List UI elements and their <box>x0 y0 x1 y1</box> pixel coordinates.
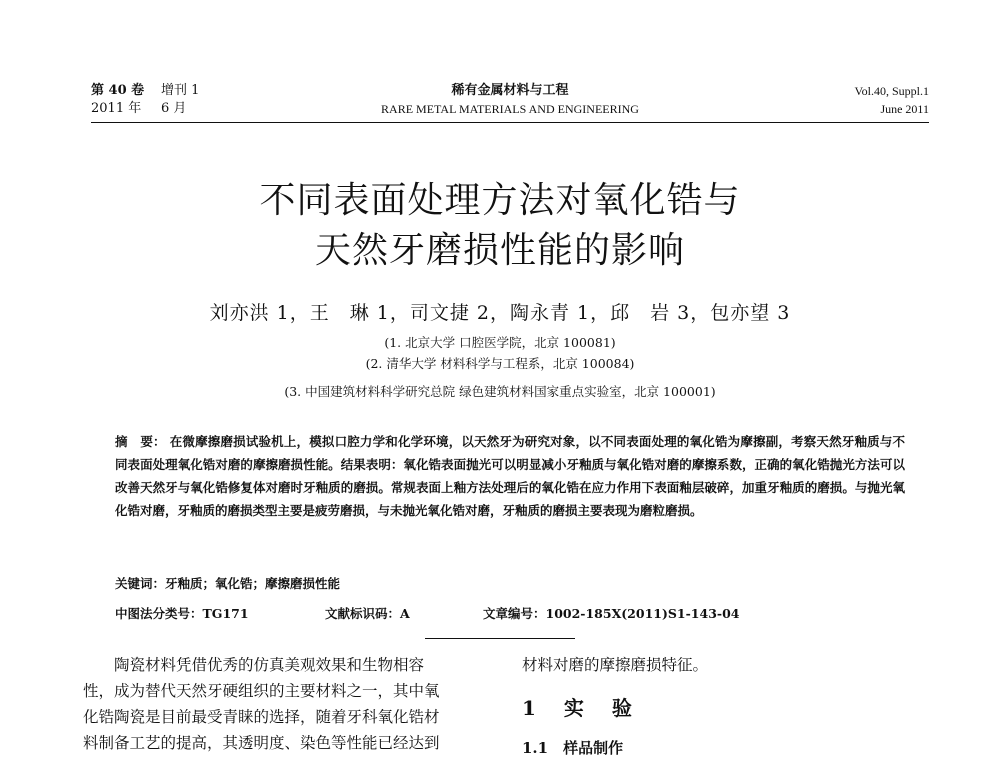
body-line: 材料对磨的摩擦磨损特征。 <box>522 656 709 674</box>
section-heading-1: 1 实 验 <box>522 696 636 720</box>
body-line: 性，成为替代天然牙硬组织的主要材料之一，其中氧 <box>83 682 440 700</box>
body-line: 陶瓷材料凭借优秀的仿真美观效果和生物相容 <box>83 656 425 674</box>
abstract-text: 在微摩擦磨损试验机上，模拟口腔力学和化学环境，以天然牙为研究对象，以不同表面处理的氧化锆为摩擦副，考察天然牙釉质与不同表面处理氧化锆对磨的摩擦磨损性能。结果表明：氧化锆表面抛光可以明显减小牙釉质与氧化锆对磨的摩擦系数，正确的氧化锆抛光方法可以改善天然牙与氧化锆修复体对磨时牙釉质的磨损。常规表面上釉方法处理后的氧化锆在应力作用下表面釉层破碎，加重牙釉质的磨损。与抛光氧化锆对磨，牙釉质的磨损类型主要是疲劳磨损，与未抛光氧化锆对磨，牙釉质的磨损主要表现为磨粒磨损。 <box>115 434 905 518</box>
affiliation-3: (3. 中国建筑材料科学研究总院 绿色建筑材料国家重点实验室，北京 100001) <box>284 384 716 399</box>
subsection-heading-1-1: 1.1 样品制作 <box>522 739 624 757</box>
abstract-label: 摘 要： <box>115 434 166 449</box>
affiliation-2: (2. 清华大学 材料科学与工程系，北京 100084) <box>365 356 635 371</box>
journal-name-en: RARE METAL MATERIALS AND ENGINEERING <box>381 102 639 116</box>
document-code: 文献标识码：A <box>325 606 410 621</box>
body-column-right <box>522 652 922 678</box>
header-right <box>855 82 929 118</box>
title-line-2: 天然牙磨损性能的影响 <box>314 230 685 271</box>
header-rule <box>91 122 929 123</box>
body-line: 化锆陶瓷是目前最受青睐的选择，随着牙科氧化锆材 <box>83 708 440 726</box>
volume-en: Vol.40, Suppl.1 <box>854 84 929 98</box>
affiliation-1: (1. 北京大学 口腔医学院，北京 100081) <box>384 335 616 350</box>
paper-title <box>0 176 1000 276</box>
journal-header <box>91 82 929 126</box>
abstract <box>115 430 905 522</box>
volume-cn: 第 40 卷 <box>91 83 145 98</box>
keywords: 关键词：牙釉质；氧化锆；摩擦磨损性能 <box>115 576 341 591</box>
year-cn: 2011 年 <box>91 101 142 116</box>
section-separator <box>425 638 575 639</box>
article-number: 文章编号：1002-185X(2011)S1-143-04 <box>483 606 740 621</box>
body-line: 料制备工艺的提高，其透明度、染色等性能已经达到 <box>83 734 440 752</box>
title-line-1: 不同表面处理方法对氧化锆与 <box>259 180 741 221</box>
clc-number: 中图法分类号：TG171 <box>115 606 249 621</box>
body-column-left <box>83 652 491 756</box>
supplement-cn: 增刊 1 <box>161 83 200 98</box>
author-list: 刘亦洪 1，王 琳 1，司文捷 2，陶永青 1，邱 岩 3，包亦望 3 <box>209 302 791 324</box>
month-cn: 6 月 <box>161 101 187 116</box>
date-en: June 2011 <box>880 102 929 116</box>
header-center <box>91 82 929 118</box>
journal-name-cn: 稀有金属材料与工程 <box>451 83 569 98</box>
